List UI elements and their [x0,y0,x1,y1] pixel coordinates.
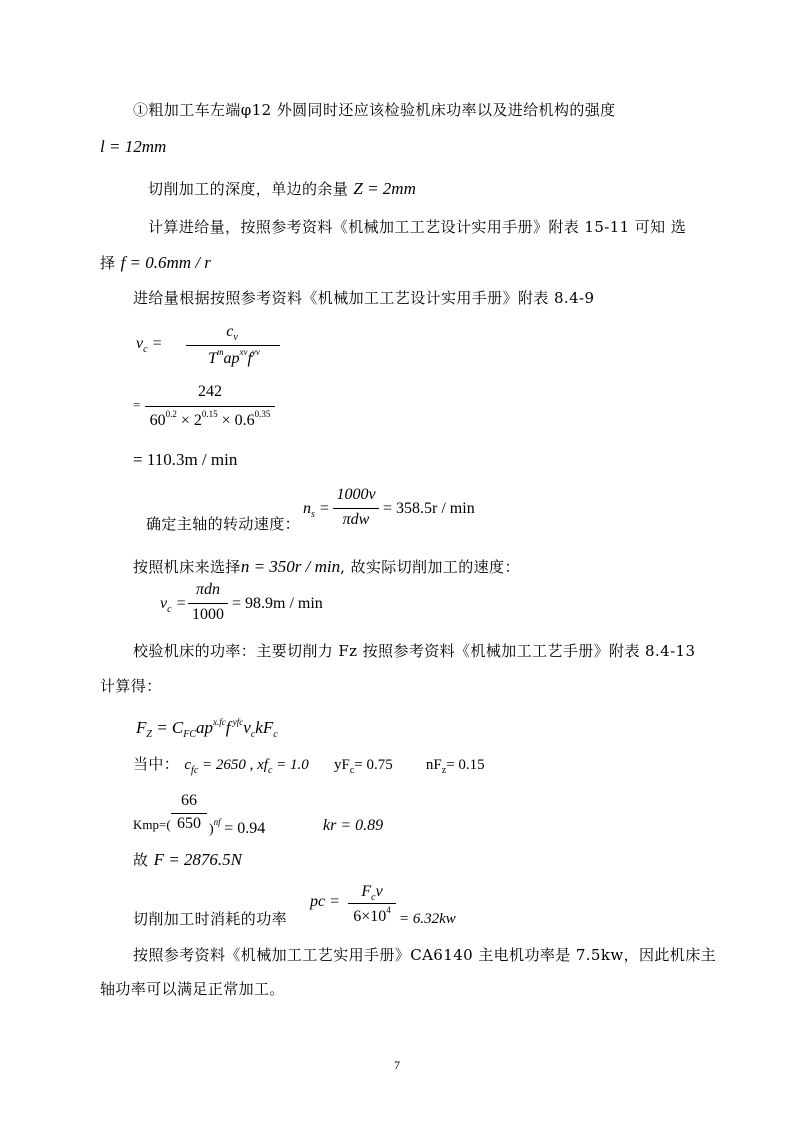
kmp-label: Kmp=( [133,817,171,832]
vc-actual-numerator: πdn [195,581,220,598]
vc-sub-den-c: × 0.6 [221,412,255,429]
para-coefficients [133,754,485,781]
ns-symbol: n [303,500,311,517]
cut-depth-value: Z = 2mm [353,179,416,198]
eq-length: l = 12mm [100,137,167,156]
coefficients-label: 当中： [133,755,180,773]
vc-sub-den-b: × 2 [180,412,202,429]
kmp-numerator: 66 [181,792,197,809]
cut-depth-text: 切削加工的深度，单边的余量 [148,180,349,198]
pc-numerator: F [361,883,372,900]
vc-sub-fraction-bar [145,406,275,407]
para-machine-select [133,557,520,577]
vc-den-f: f [247,350,252,367]
formula-pc: pc = $F_cv$ $6\times 10^4$ = 6.32kw [310,883,456,927]
pc-lhs: pc = [310,893,340,910]
feed-select-value: f = 0.6mm / r [120,253,211,272]
para-power: 切削加工时消耗的功率 [133,910,288,928]
vc-sub-numerator: 242 [198,383,222,400]
kmp-value: = 0.94 [224,820,266,837]
para-feed-select [100,253,211,273]
vc-actual-result: = 98.9m / min [232,595,323,612]
kmp-close: ) [209,822,214,837]
force-text: 故 [133,851,149,869]
coef-cfc: $c_{fc} = 2650$ , $xf_c = 1.0$ [184,757,309,776]
pc-denominator: 6×10 [353,908,387,925]
ns-result: = 358.5r / min [383,500,475,517]
kmp-fraction-bar [171,813,207,814]
machine-select-text: 按照机床来选择 [133,558,241,576]
para-cut-depth [148,179,416,199]
para-feed-rate: 计算进给量，按照参考资料《机械加工工艺设计实用手册》附表 15-11 可知 选 [148,218,687,236]
eq-vc-result: = 110.3m / min [133,450,238,469]
vc-sub-den-a: 60 [149,412,166,429]
machine-select-value: n = 350r / min [240,557,341,576]
para-conclusion-cont: 轴功率可以满足正常加工。 [100,980,285,998]
para-power-check: 校验机床的功率：主要切削力 Fz 按照参考资料《机械加工工艺手册》附表 8.4-13 [133,642,696,660]
ns-fraction-bar [333,508,379,509]
ns-denominator: πdw [342,511,370,528]
formula-kmp: Kmp=( 66 650 )$^{nf}$ = 0.94 kr = 0.89 [133,792,384,837]
machine-select-text-b: , 故实际切削加工的速度： [340,558,520,576]
para-rough-turning: ①粗加工车左端φ12 外圆同时还应该检验机床功率以及进给机构的强度 [133,101,616,119]
coef-nfz: $nF_z= 0.15$ [425,757,485,776]
feed-select-text: 择 [100,254,116,272]
vc-den-ap: ap [223,350,240,367]
formula-vc: $v_c$ = $c_v$ $T^map^{xv}f^{yv}$ [136,325,276,370]
kr-value: kr = 0.89 [323,817,384,834]
vc-symbol: v [136,335,144,352]
ns-numerator: 1000v [336,486,376,503]
coef-yfc: $yF_c= 0.75$ [333,757,393,776]
fz-rhs: = C [156,718,184,737]
formula-vc-actual: $v_c$ = πdn 1000 = 98.9m / min [160,581,323,623]
para-feed-reference: 进给量根据按照参考资料《机械加工工艺设计实用手册》附表 8.4-9 [133,289,595,307]
kmp-denominator: 650 [177,815,201,832]
vc-actual-fraction-bar [188,603,228,604]
formula-ns: $n_s$ = 1000v πdw = 358.5r / min [303,486,475,528]
force-value: F = 2876.5N [153,850,243,869]
formula-vc-substituted: = 242 $60^{0.2} \times 2^{0.15} \times 0.6^{0.35}$ [133,385,283,430]
vc-fraction-bar [186,345,280,346]
vc-numerator: c [226,323,234,340]
vc-den-t: T [208,350,217,367]
vc-actual-denominator: 1000 [192,606,224,623]
para-spindle-speed: 确定主轴的转动速度： [146,515,301,533]
page-number: 7 [394,1058,400,1072]
pc-fraction-bar [348,903,396,904]
para-conclusion: 按照参考资料《机械加工工艺实用手册》CA6140 主电机功率是 7.5kw，因此机床主 [133,946,717,964]
formula-fz: $F_Z = C_{FC}ap^{x.fc}f$ $^{yfc}v_ckF_c$ [136,717,278,740]
pc-result: = 6.32kw [399,911,456,927]
para-force [133,850,242,870]
para-calc: 计算得： [100,677,162,695]
fz-symbol: F [136,718,147,737]
